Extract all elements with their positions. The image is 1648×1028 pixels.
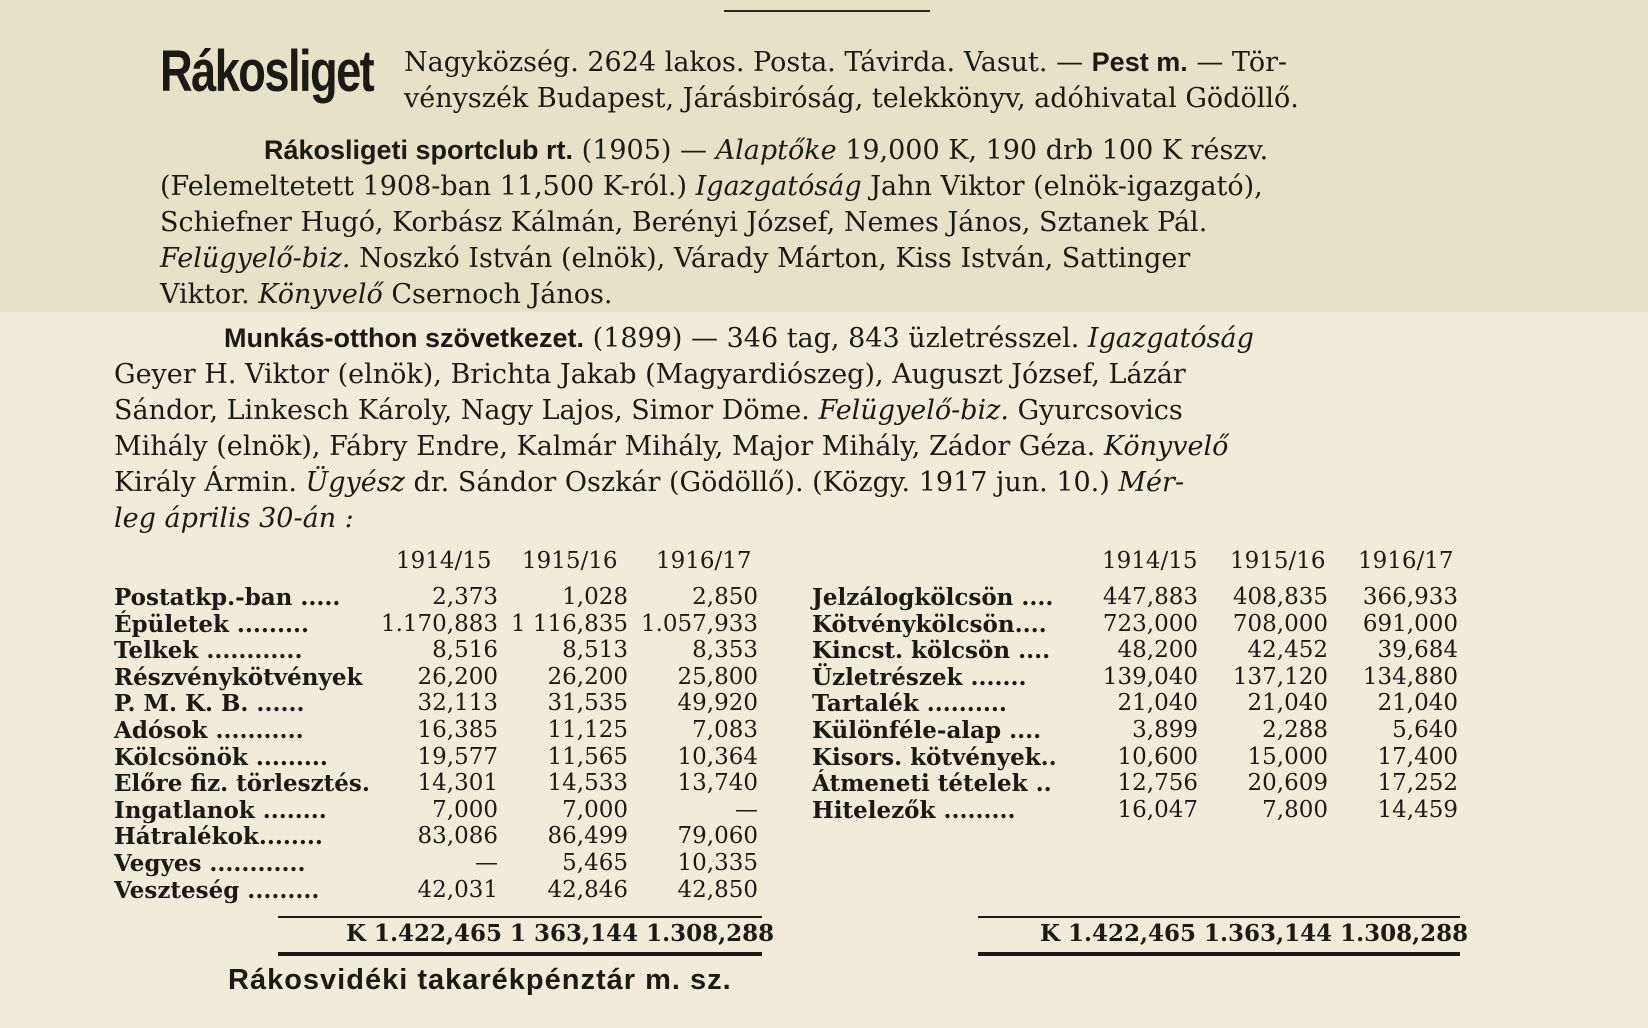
asset-value: 79,060 bbox=[677, 823, 758, 850]
asset-row bbox=[114, 797, 874, 824]
liability-value: 139,040 bbox=[1102, 663, 1198, 690]
top-rule bbox=[724, 10, 930, 12]
asset-value: 10,335 bbox=[677, 850, 758, 876]
liability-label: Üzletrészek ....... bbox=[812, 663, 1027, 691]
liability-value: 14,459 bbox=[1377, 796, 1458, 823]
sportclub-entry bbox=[160, 132, 1498, 313]
sportclub-raised: (Felemeltetett 1908-ban 11,500 K-ról.) bbox=[160, 171, 688, 202]
sportclub-supervisory-label: Felügyelő-biz. bbox=[160, 243, 351, 274]
assets-year-header: 1916/17 bbox=[656, 548, 752, 574]
liabilities-year-header: 1914/15 bbox=[1102, 548, 1198, 574]
sportclub-bookkeeper: Csernoch János. bbox=[391, 279, 613, 310]
liability-row bbox=[812, 690, 1572, 717]
asset-row bbox=[114, 877, 874, 904]
asset-value: 8,516 bbox=[432, 637, 498, 664]
liability-value: 21,040 bbox=[1247, 690, 1328, 717]
liability-value: 3,899 bbox=[1132, 717, 1198, 743]
liability-value: 15,000 bbox=[1247, 743, 1328, 770]
liability-row bbox=[812, 611, 1572, 638]
liability-value: 447,883 bbox=[1102, 584, 1198, 610]
asset-label: Telkek ............ bbox=[114, 637, 303, 665]
asset-value: 16,385 bbox=[417, 717, 498, 743]
sportclub-name: Rákosligeti sportclub rt. bbox=[264, 135, 574, 165]
asset-row bbox=[114, 584, 874, 611]
asset-label: Ingatlanok ........ bbox=[114, 796, 327, 824]
assets-total-rule bbox=[278, 916, 762, 918]
liability-label: Kincst. kölcsön .... bbox=[812, 637, 1051, 665]
liability-value: 366,933 bbox=[1362, 584, 1458, 610]
coop-supervisory: Gyurcsovics bbox=[1017, 395, 1183, 426]
liabilities-total-rule bbox=[978, 916, 1460, 918]
liabilities-double-rule bbox=[978, 952, 1460, 956]
asset-value: 26,200 bbox=[417, 663, 498, 690]
coop-entry bbox=[114, 320, 1454, 537]
assets-year-header: 1915/16 bbox=[522, 548, 618, 574]
asset-value: 42,846 bbox=[547, 876, 628, 903]
liability-row bbox=[812, 770, 1572, 797]
liability-label: Hitelezők ......... bbox=[812, 796, 1016, 824]
asset-label: Részvénykötvények bbox=[114, 663, 363, 691]
sportclub-board-label: Igazgatóság bbox=[695, 171, 862, 202]
asset-label: Kölcsönök ......... bbox=[114, 743, 328, 771]
liability-value: 134,880 bbox=[1362, 663, 1458, 690]
liability-row bbox=[812, 584, 1572, 611]
place-line2: vényszék Budapest, Járásbiróság, telekkönyv, adóhivatal Gödöllő. bbox=[404, 83, 1299, 114]
asset-value: 5,465 bbox=[562, 850, 628, 876]
liability-row bbox=[812, 637, 1572, 664]
liability-value: 137,120 bbox=[1232, 663, 1328, 690]
asset-row bbox=[114, 637, 874, 664]
liability-value: 691,000 bbox=[1362, 610, 1458, 637]
asset-row bbox=[114, 717, 874, 744]
next-entry-title: Rákosvidéki takarékpénztár m. sz. bbox=[228, 964, 732, 996]
liability-value: 39,684 bbox=[1377, 637, 1458, 664]
asset-label: P. M. K. B. ...... bbox=[114, 690, 305, 718]
asset-row bbox=[114, 611, 874, 638]
place-description bbox=[404, 44, 1504, 117]
liability-value: 20,609 bbox=[1247, 770, 1328, 797]
asset-row bbox=[114, 850, 874, 877]
asset-value: 13,740 bbox=[677, 770, 758, 797]
liability-row bbox=[812, 717, 1572, 744]
coop-board-label: Igazgatóság bbox=[1087, 323, 1254, 354]
asset-label: Postatkp.-ban ..... bbox=[114, 584, 341, 611]
liability-value: 10,600 bbox=[1117, 743, 1198, 770]
sportclub-supervisory: Noszkó István (elnök), Várady Márton, Kiss István, Sattinger bbox=[359, 243, 1191, 274]
sportclub-capital: 19,000 K, 190 drb 100 K részv. bbox=[845, 135, 1269, 166]
asset-label: Vegyes ............ bbox=[114, 850, 306, 877]
assets-total: K 1.422,465 1 363,144 1.308,288 bbox=[346, 920, 775, 947]
asset-value: 1.057,933 bbox=[640, 610, 758, 637]
liability-value: 16,047 bbox=[1117, 796, 1198, 823]
sportclub-founded: (1905) — bbox=[581, 135, 708, 166]
liability-value: 42,452 bbox=[1247, 637, 1328, 664]
asset-row bbox=[114, 744, 874, 771]
place-line1-end: — Tör- bbox=[1196, 47, 1288, 78]
asset-label: Hátralékok........ bbox=[114, 823, 323, 851]
liability-value: 21,040 bbox=[1377, 690, 1458, 717]
asset-value: 2,850 bbox=[692, 584, 758, 610]
asset-value: 1.170,883 bbox=[380, 610, 498, 637]
liability-value: 408,835 bbox=[1232, 584, 1328, 610]
coop-board: Geyer H. Viktor (elnök), Brichta Jakab (Magyardiószeg), Auguszt József, Lázár bbox=[114, 359, 1186, 390]
asset-value: 14,301 bbox=[417, 770, 498, 797]
coop-supervisory-members: Mihály (elnök), Fábry Endre, Kalmár Mihály, Major Mihály, Zádor Géza. bbox=[114, 431, 1096, 462]
asset-value: 7,000 bbox=[562, 796, 628, 823]
liability-value: 2,288 bbox=[1262, 717, 1328, 743]
liability-row bbox=[812, 797, 1572, 824]
asset-value: 86,499 bbox=[547, 823, 628, 850]
asset-value: 49,920 bbox=[677, 690, 758, 717]
sportclub-board: Jahn Viktor (elnök-igazgató), bbox=[870, 171, 1263, 202]
coop-attorney: dr. Sándor Oszkár (Gödöllő). (Közgy. 1917 jun. 10.) bbox=[413, 467, 1110, 498]
asset-value: 10,364 bbox=[677, 743, 758, 770]
coop-bookkeeper-label: Könyvelő bbox=[1103, 431, 1229, 462]
liability-label: Kötvénykölcsön.... bbox=[812, 610, 1047, 638]
asset-value: 8,513 bbox=[562, 637, 628, 664]
asset-value: 42,031 bbox=[417, 876, 498, 903]
asset-value: 8,353 bbox=[692, 637, 758, 664]
sportclub-capital-label: Alaptőke bbox=[715, 135, 837, 166]
asset-value: 31,535 bbox=[547, 690, 628, 717]
asset-value: 32,113 bbox=[417, 690, 498, 717]
liability-value: 21,040 bbox=[1117, 690, 1198, 717]
asset-value: 7,083 bbox=[692, 717, 758, 743]
asset-label: Veszteség ......... bbox=[114, 876, 320, 904]
asset-value: 25,800 bbox=[677, 663, 758, 690]
asset-value: 26,200 bbox=[547, 663, 628, 690]
liability-label: Tartalék .......... bbox=[812, 690, 1007, 718]
sportclub-bookkeeper-label: Könyvelő bbox=[258, 279, 383, 310]
liability-value: 48,200 bbox=[1117, 637, 1198, 664]
liability-row bbox=[812, 664, 1572, 691]
sportclub-supervisory-end: Viktor. bbox=[160, 279, 250, 310]
liabilities-year-header: 1916/17 bbox=[1358, 548, 1454, 574]
coop-name: Munkás-otthon szövetkezet. bbox=[224, 323, 585, 353]
asset-value: 7,000 bbox=[432, 796, 498, 823]
liability-label: Átmeneti tételek .. bbox=[812, 770, 1052, 798]
liability-value: 17,400 bbox=[1377, 743, 1458, 770]
coop-board-end: Sándor, Linkesch Károly, Nagy Lajos, Simor Döme. bbox=[114, 395, 810, 426]
asset-label: Adósok ........... bbox=[114, 717, 304, 744]
liability-value: 5,640 bbox=[1392, 717, 1458, 743]
sportclub-board-members: Schiefner Hugó, Korbász Kálmán, Berényi József, Nemes János, Sztanek Pál. bbox=[160, 207, 1208, 238]
liabilities-total: K 1.422,465 1.363,144 1.308,288 bbox=[1040, 920, 1469, 947]
coop-balance-label: Mér- bbox=[1118, 467, 1185, 498]
asset-label: Előre fiz. törlesztés. bbox=[114, 770, 370, 798]
liability-value: 708,000 bbox=[1232, 610, 1328, 637]
asset-value: 11,125 bbox=[547, 717, 628, 743]
asset-value: — bbox=[735, 796, 758, 823]
liability-label: Kisors. kötvények.. bbox=[812, 743, 1057, 771]
liability-value: 12,756 bbox=[1117, 770, 1198, 797]
asset-value: 14,533 bbox=[547, 770, 628, 797]
liability-label: Különféle-alap .... bbox=[812, 717, 1042, 744]
liability-label: Jelzálogkölcsön .... bbox=[812, 584, 1054, 611]
place-line1: Nagyközség. 2624 lakos. Posta. Távirda. Vasut. — bbox=[404, 47, 1084, 78]
asset-value: — bbox=[475, 850, 498, 876]
asset-value: 11,565 bbox=[547, 743, 628, 770]
asset-row bbox=[114, 690, 874, 717]
coop-attorney-label: Ügyész bbox=[305, 467, 405, 498]
assets-double-rule bbox=[278, 952, 762, 956]
coop-bookkeeper: Király Ármin. bbox=[114, 467, 297, 498]
liability-value: 7,800 bbox=[1262, 796, 1328, 823]
liability-row bbox=[812, 744, 1572, 771]
coop-balance-date: leg április 30-án : bbox=[114, 503, 354, 534]
asset-row bbox=[114, 664, 874, 691]
liability-value: 17,252 bbox=[1377, 770, 1458, 797]
asset-value: 1,028 bbox=[562, 584, 628, 610]
county: Pest m. bbox=[1091, 47, 1188, 77]
liabilities-year-header: 1915/16 bbox=[1230, 548, 1326, 574]
asset-label: Épületek ......... bbox=[114, 610, 309, 638]
asset-value: 2,373 bbox=[432, 584, 498, 610]
liability-value: 723,000 bbox=[1102, 610, 1198, 637]
coop-founded: (1899) — 346 tag, 843 üzletrésszel. bbox=[592, 323, 1080, 354]
assets-year-header: 1914/15 bbox=[396, 548, 492, 574]
asset-value: 83,086 bbox=[417, 823, 498, 850]
asset-value: 19,577 bbox=[417, 743, 498, 770]
asset-value: 42,850 bbox=[677, 876, 758, 903]
asset-value: 1 116,835 bbox=[510, 610, 628, 637]
asset-row bbox=[114, 770, 874, 797]
asset-row bbox=[114, 823, 874, 850]
place-title: Rákosliget bbox=[160, 39, 374, 104]
coop-supervisory-label: Felügyelő-biz. bbox=[818, 395, 1009, 426]
